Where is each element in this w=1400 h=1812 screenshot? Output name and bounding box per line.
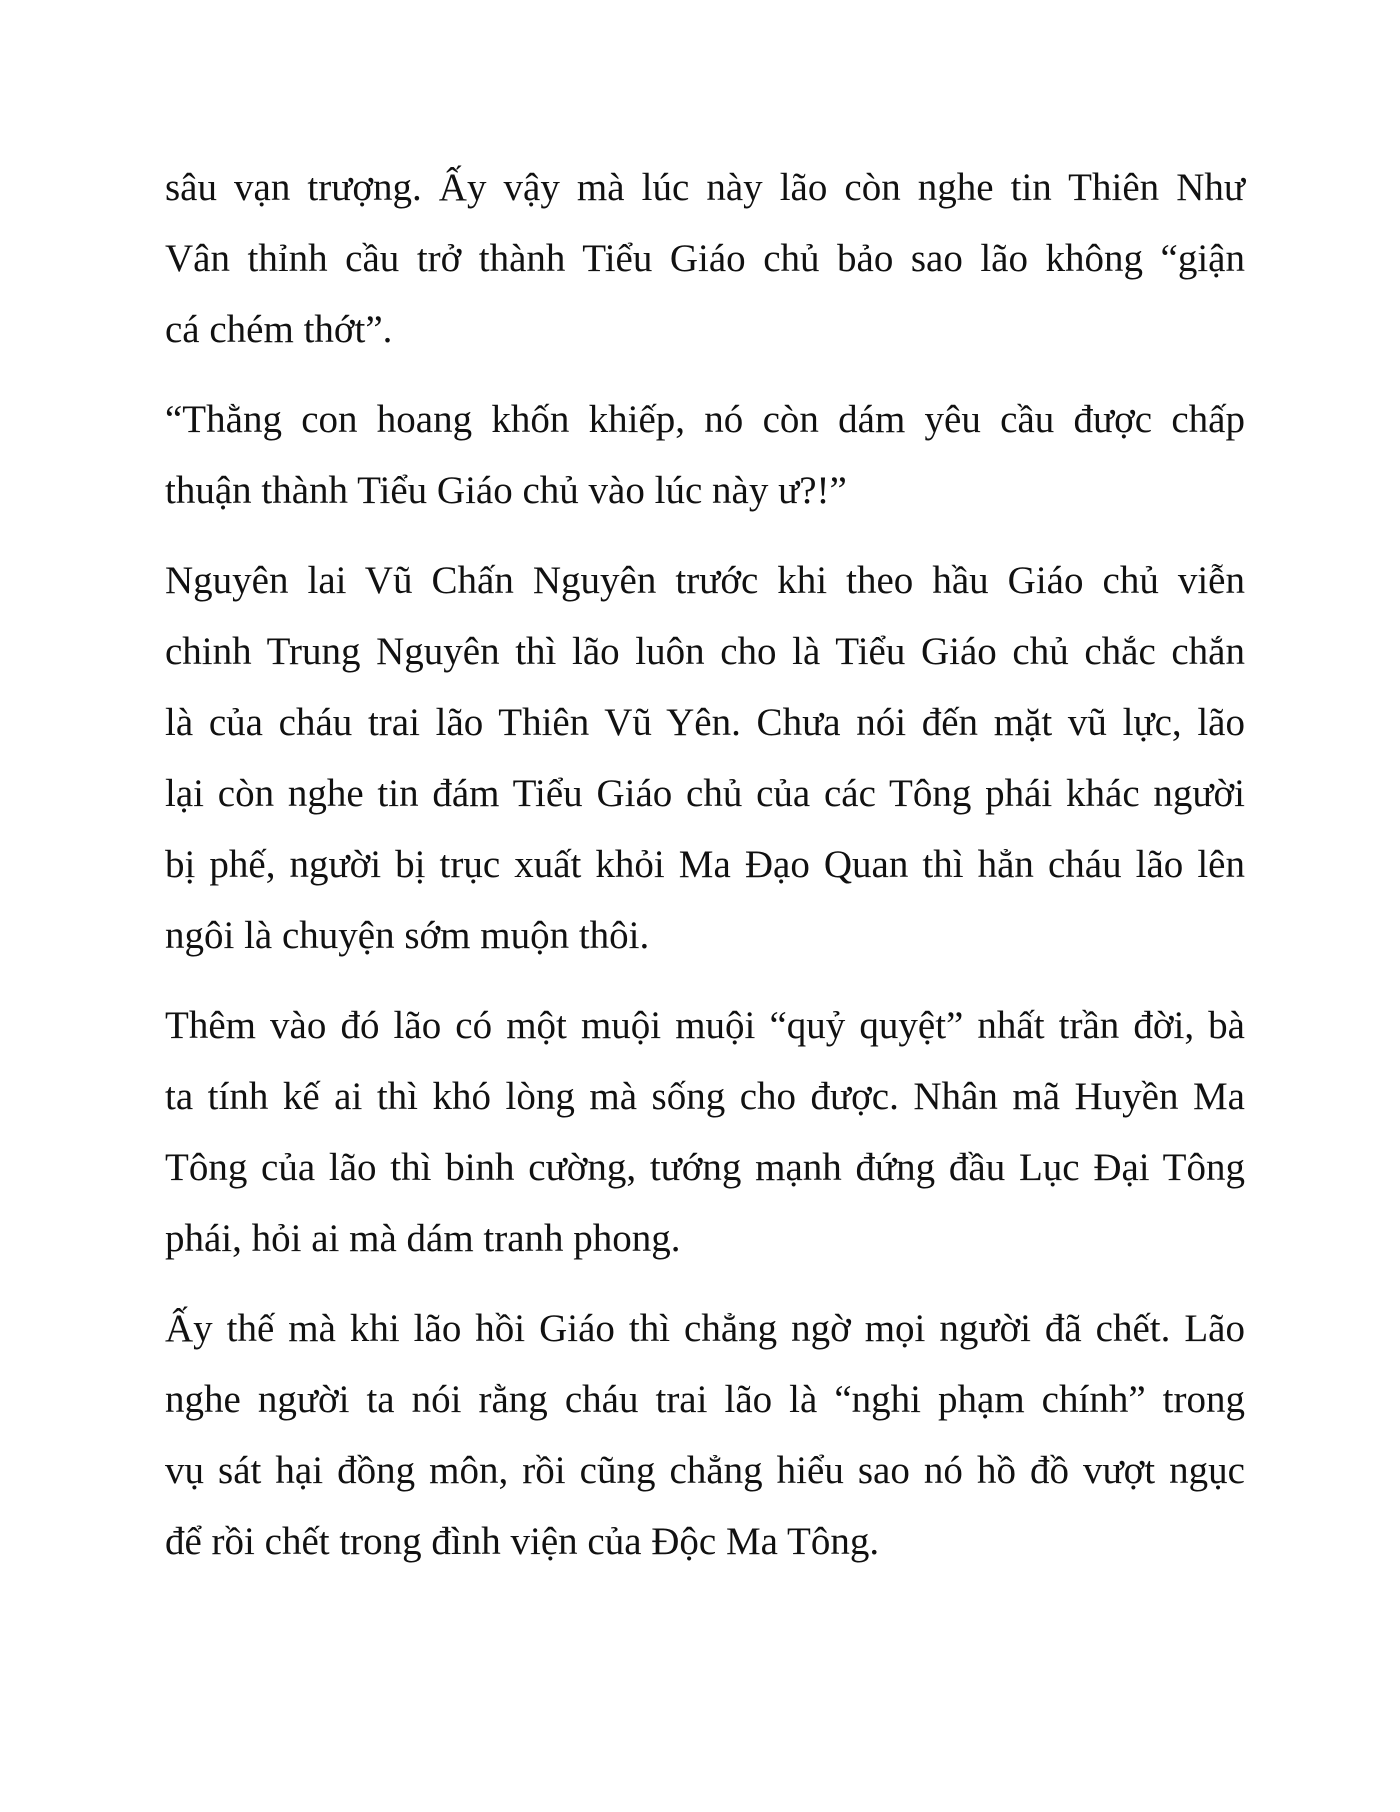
text-line: Thêm vào đó lão có một muội muội “quỷ quyệt” nhất trần đời, bà xyxy=(165,1004,1245,1047)
text-line: bị phế, người bị trục xuất khỏi Ma Đạo Quan thì hẳn cháu lão lên xyxy=(165,843,1245,886)
text-line: là của cháu trai lão Thiên Vũ Yên. Chưa nói đến mặt vũ lực, lão xyxy=(165,701,1245,744)
text-line: chinh Trung Nguyên thì lão luôn cho là Tiểu Giáo chủ chắc chắn xyxy=(165,630,1245,673)
text-line: vụ sát hại đồng môn, rồi cũng chẳng hiểu sao nó hồ đồ vượt ngục xyxy=(165,1449,1245,1492)
body-text xyxy=(165,152,1245,1596)
text-line: phái, hỏi ai mà dám tranh phong. xyxy=(165,1217,681,1260)
text-line: “Thằng con hoang khốn khiếp, nó còn dám yêu cầu được chấp xyxy=(165,398,1245,441)
paragraph-2 xyxy=(165,384,1245,526)
text-line: để rồi chết trong đình viện của Độc Ma Tông. xyxy=(165,1520,880,1563)
text-line: ngôi là chuyện sớm muộn thôi. xyxy=(165,914,650,957)
text-line: nghe người ta nói rằng cháu trai lão là “nghi phạm chính” trong xyxy=(165,1378,1245,1421)
paragraph-3 xyxy=(165,545,1245,971)
paragraph-5 xyxy=(165,1293,1245,1577)
text-line: Tông của lão thì binh cường, tướng mạnh đứng đầu Lục Đại Tông xyxy=(165,1146,1245,1189)
text-line: thuận thành Tiểu Giáo chủ vào lúc này ư?!” xyxy=(165,469,847,512)
text-line: cá chém thớt”. xyxy=(165,308,393,351)
paragraph-4 xyxy=(165,990,1245,1274)
text-line: ta tính kế ai thì khó lòng mà sống cho được. Nhân mã Huyền Ma xyxy=(165,1075,1245,1118)
text-line: lại còn nghe tin đám Tiểu Giáo chủ của các Tông phái khác người xyxy=(165,772,1245,815)
text-line: Nguyên lai Vũ Chấn Nguyên trước khi theo hầu Giáo chủ viễn xyxy=(165,559,1245,602)
text-line: sâu vạn trượng. Ấy vậy mà lúc này lão còn nghe tin Thiên Như xyxy=(165,166,1245,209)
text-line: Ấy thế mà khi lão hồi Giáo thì chẳng ngờ mọi người đã chết. Lão xyxy=(165,1307,1245,1350)
text-line: Vân thỉnh cầu trở thành Tiểu Giáo chủ bảo sao lão không “giận xyxy=(165,237,1245,280)
paragraph-1 xyxy=(165,152,1245,365)
